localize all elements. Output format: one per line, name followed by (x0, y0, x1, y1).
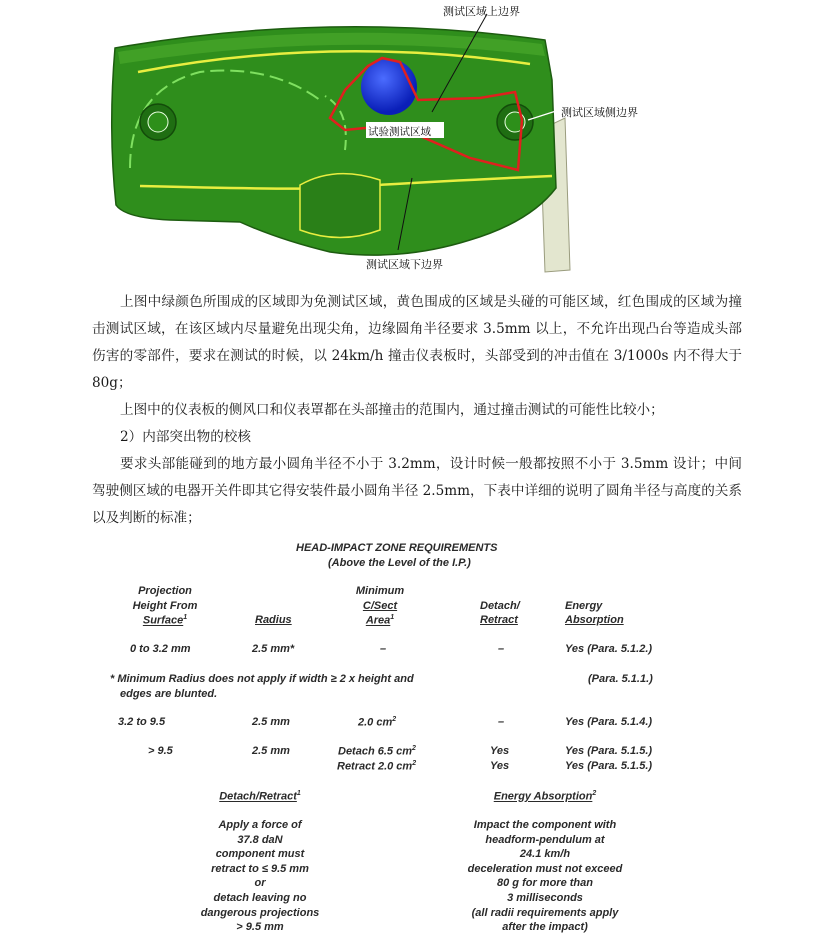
row1-radius: 2.5 mm* (252, 643, 295, 655)
detach-retract-line: > 9.5 mm (236, 921, 284, 934)
row3-height: > 9.5 (148, 745, 173, 757)
energy-absorption-line: (all radii requirements apply (471, 906, 619, 919)
header-energy: Energy (565, 600, 603, 612)
row2-area: 2.0 $cm^2$ (358, 716, 397, 729)
row2-detach: – (498, 716, 505, 728)
row3-area-detach: Detach 6.5 $cm^2$ (338, 745, 416, 758)
radius-note-para: (Para. 5.1.1.) (588, 673, 653, 685)
row1-height: 0 to 3.2 mm (130, 643, 191, 655)
detach-retract-line: 37.8 daN (237, 833, 283, 846)
energy-absorption-line: headform-pendulum at (485, 833, 605, 846)
detach-retract-line: component must (215, 848, 305, 861)
detach-retract-line: Apply a force of (218, 819, 302, 831)
center-console-shape (300, 174, 380, 238)
radius-note-line2: edges are blunted. (120, 688, 218, 700)
body-text (92, 289, 742, 532)
detach-retract-line: or (254, 877, 266, 890)
energy-absorption-line: Impact the component with (473, 819, 617, 831)
paragraph-4: 要求头部能碰到的地方最小圆角半径不小于 3.2mm，设计时候一般都按照不小于 3.5mm 设计；中间驾驶侧区域的电器开关件即其它得安装件最小圆角半径 2.5mm，下表中详细的说明了圆角半径与高度的关系以及判断的标准； (92, 456, 742, 526)
energy-absorption-line: 3 milliseconds (507, 892, 583, 904)
row3-detach-a: Yes (490, 745, 510, 757)
header-radius: Radius (255, 614, 292, 626)
headform-sphere (361, 59, 417, 115)
energy-absorption-line: 24.1 km/h (519, 848, 571, 861)
dashboard-figure (0, 0, 830, 280)
header-absorption: Absorption (565, 614, 624, 626)
detach-retract-line: detach leaving no (213, 892, 307, 904)
row3-energy-a: Yes (Para. 5.1.5.) (565, 745, 653, 757)
detach-retract-line: retract to ≤ 9.5 mm (211, 862, 309, 875)
row2-radius: 2.5 mm (252, 716, 290, 728)
table-subtitle: (Above the Level of the I.P.) (328, 557, 471, 569)
header-projection: Projection (138, 585, 192, 597)
head-impact-table (100, 538, 700, 938)
header-detach: Detach/ (480, 600, 520, 612)
lower-boundary-label: 测试区域下边界 (366, 258, 443, 271)
dashboard-illustration (0, 0, 830, 280)
energy-absorption-line: after the impact) (502, 921, 588, 934)
section-heading: 2）内部突出物的校核 (120, 429, 251, 445)
row2-energy: Yes (Para. 5.1.4.) (565, 716, 653, 728)
detach-retract-line: dangerous projections (200, 906, 320, 919)
radius-note-line1: * Minimum Radius does not apply if width ≥ 2 x height and (110, 673, 414, 685)
row3-radius: 2.5 mm (252, 745, 290, 757)
row1-detach: – (498, 643, 505, 655)
row3-area-retract: Retract 2.0 $cm^2$ (337, 760, 417, 773)
row2-height: 3.2 to 9.5 (118, 716, 166, 728)
paragraph-1: 上图中绿颜色所围成的区域即为免测试区域，黄色围成的区域是头碰的可能区域，红色围成的区域为撞击测试区域，在该区域内尽量避免出现尖角，边缘圆角半径要求 3.5mm 以上，不允许出现凸台等造成头部伤害的零部件，要求在测试的时候，以 24km/h 撞击仪表板时，头部受到的冲击值在 3/1000s 内不得大于 80g； (92, 294, 742, 391)
energy-absorption-title: Energy Absorption$^2$ (493, 790, 597, 803)
header-area: Area$^1$ (365, 614, 395, 627)
header-height-from: Height From (132, 600, 198, 612)
header-csect: C/Sect (362, 600, 398, 612)
row1-energy: Yes (Para. 5.1.2.) (565, 643, 653, 655)
detach-retract-title: Detach/Retract$^1$ (219, 790, 301, 803)
row3-energy-b: Yes (Para. 5.1.5.) (565, 760, 653, 772)
upper-boundary-label: 测试区域上边界 (443, 5, 520, 18)
row1-area: – (380, 643, 387, 655)
test-zone-label: 试验测试区域 (368, 126, 431, 138)
energy-absorption-line: 80 g for more than (497, 877, 593, 890)
row3-detach-b: Yes (490, 760, 510, 772)
side-boundary-label: 测试区域侧边界 (561, 106, 638, 119)
header-minimum: Minimum (355, 585, 405, 597)
header-retract: Retract (480, 614, 518, 626)
energy-absorption-line: deceleration must not exceed (467, 862, 623, 875)
header-surface: Surface$^1$ (142, 614, 188, 627)
paragraph-2: 上图中的仪表板的侧风口和仪表罩都在头部撞击的范围内，通过撞击测试的可能性比较小； (120, 402, 664, 418)
table-title: HEAD-IMPACT ZONE REQUIREMENTS (296, 542, 498, 554)
